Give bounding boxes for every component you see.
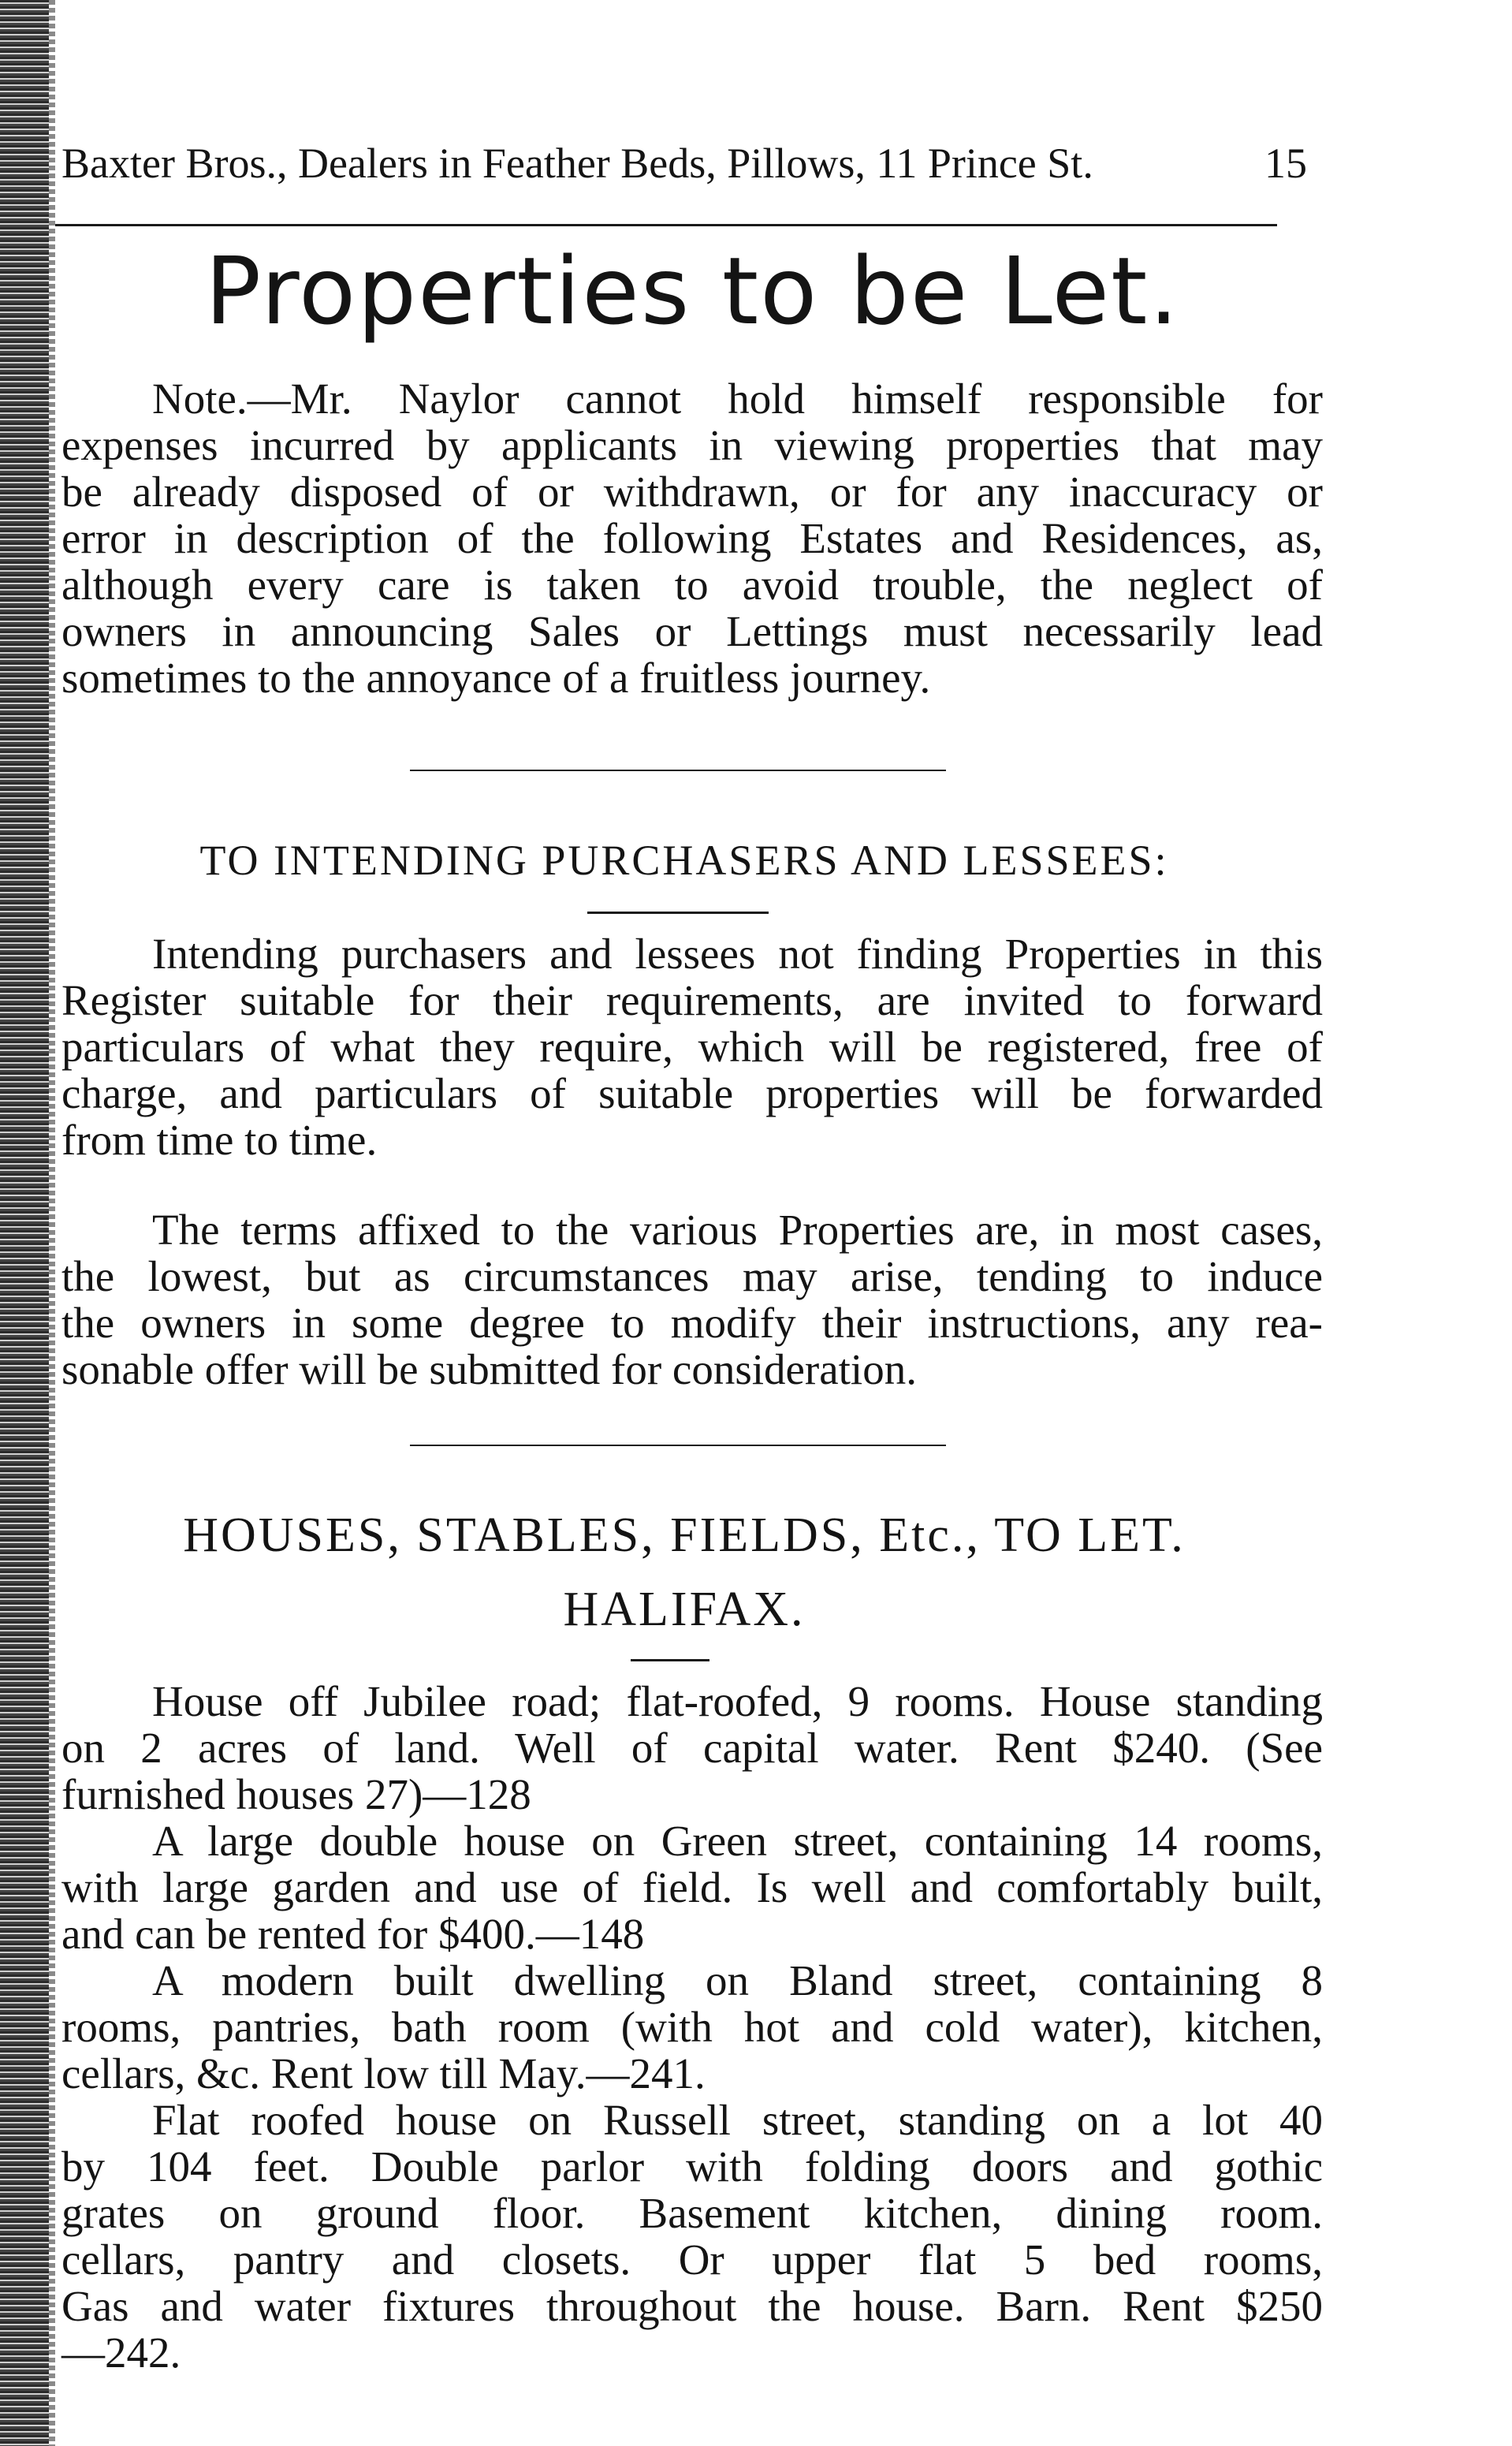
- listing-line: by 104 feet. Double parlor with folding doors and gothic: [61, 2142, 1323, 2191]
- intending-p2-line: The terms affixed to the various Properties are, in most cases,: [152, 1206, 1323, 1254]
- note-line: be already disposed of or withdrawn, or for any inaccuracy or: [61, 468, 1323, 516]
- listing-line: furnished houses 27)—128: [61, 1770, 531, 1818]
- listing-line: A modern built dwelling on Bland street, containing 8: [152, 1956, 1323, 2004]
- intending-paragraph-1: [61, 930, 1323, 1163]
- listing-item: [61, 1957, 1323, 2097]
- intending-p1-line: particulars of what they require, which will be registered, free of: [61, 1023, 1323, 1071]
- page-title: Properties to be Let.: [205, 237, 1180, 345]
- running-head: [61, 139, 1307, 188]
- intending-heading: TO INTENDING PURCHASERS AND LESSEES:: [199, 837, 1169, 884]
- listing-line: and can be rented for $400.—148: [61, 1910, 645, 1958]
- listing-line: with large garden and use of field. Is well and comfortably built,: [61, 1863, 1323, 1911]
- houses-heading: HOUSES, STABLES, FIELDS, Etc., TO LET.: [183, 1508, 1186, 1562]
- intending-paragraph-2: [61, 1206, 1323, 1393]
- listing-line: grates on ground floor. Basement kitchen, dining room.: [61, 2189, 1323, 2237]
- divider-rule-2: [410, 1445, 946, 1446]
- intending-p2-line: the owners in some degree to modify their instructions, any rea-: [61, 1299, 1323, 1347]
- listing-item: [61, 1818, 1323, 1957]
- listing-line: House off Jubilee road; flat-roofed, 9 rooms. House standing: [152, 1677, 1323, 1725]
- short-rule: [587, 912, 769, 914]
- listing-item: [61, 2097, 1323, 2376]
- intending-p2-line: sonable offer will be submitted for consideration.: [61, 1345, 917, 1393]
- listing-line: A large double house on Green street, containing 14 rooms,: [152, 1817, 1323, 1865]
- running-head-text: Baxter Bros., Dealers in Feather Beds, Pillows, 11 Prince St.: [61, 140, 1093, 187]
- note-line: error in description of the following Estates and Residences, as,: [61, 514, 1323, 562]
- note-line: expenses incurred by applicants in viewing properties that may: [61, 421, 1323, 469]
- place-rule: [631, 1659, 709, 1661]
- header-rule: [55, 224, 1277, 226]
- note-line: owners in announcing Sales or Lettings must necessarily lead: [61, 607, 1323, 655]
- place-heading: HALIFAX.: [563, 1583, 806, 1636]
- binding-gutter: [0, 0, 55, 2446]
- listing-line: Flat roofed house on Russell street, standing on a lot 40: [152, 2096, 1323, 2144]
- binding-edge: [49, 0, 55, 2446]
- intending-p1-line: Intending purchasers and lessees not finding Properties in this: [152, 930, 1323, 978]
- note-line: sometimes to the annoyance of a fruitless journey.: [61, 654, 931, 702]
- listing-item: [61, 1678, 1323, 1818]
- note-paragraph: [61, 375, 1323, 701]
- listings: [61, 1678, 1323, 2376]
- listing-line: rooms, pantries, bath room (with hot and cold water), kitchen,: [61, 2003, 1323, 2051]
- listing-line: on 2 acres of land. Well of capital water. Rent $240. (See: [61, 1724, 1323, 1772]
- listing-line: cellars, pantry and closets. Or upper flat 5 bed rooms,: [61, 2235, 1323, 2284]
- note-line: although every care is taken to avoid trouble, the neglect of: [61, 561, 1323, 609]
- listing-line: Gas and water fixtures throughout the house. Barn. Rent $250: [61, 2282, 1323, 2330]
- intending-p2-line: the lowest, but as circumstances may arise, tending to induce: [61, 1252, 1323, 1300]
- intending-p1-line: charge, and particulars of suitable properties will be forwarded: [61, 1069, 1323, 1117]
- intending-p1-line: Register suitable for their requirements, are invited to forward: [61, 976, 1323, 1024]
- divider-rule: [410, 770, 946, 771]
- listing-line: —242.: [61, 2329, 181, 2377]
- intending-p1-line: from time to time.: [61, 1116, 378, 1164]
- page-number: 15: [1264, 140, 1307, 187]
- note-line: Note.—Mr. Naylor cannot hold himself responsible for: [152, 375, 1323, 423]
- listing-line: cellars, &c. Rent low till May.—241.: [61, 2049, 706, 2097]
